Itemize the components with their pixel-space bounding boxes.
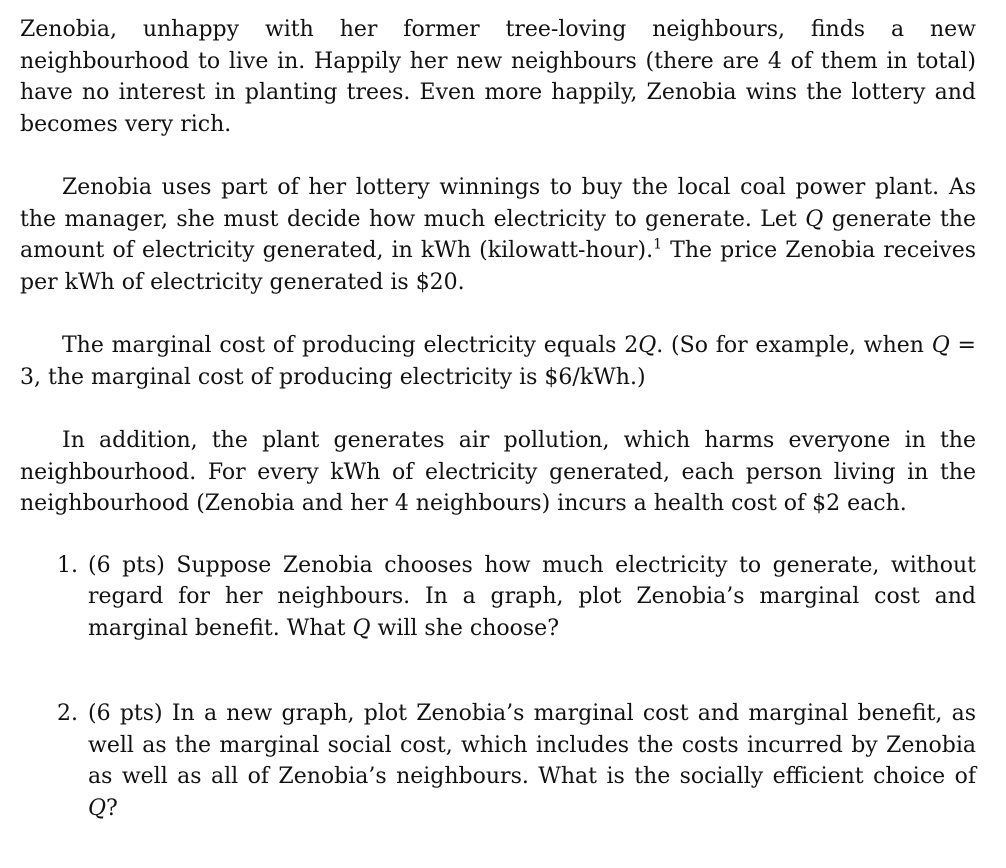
- question-number: 2.: [57, 701, 78, 726]
- marginal-cost-paragraph: [20, 330, 976, 393]
- variable-q: Q: [931, 333, 950, 358]
- variable-q: Q: [88, 795, 107, 821]
- power-plant-paragraph: [20, 172, 976, 298]
- footnote-marker: 1: [653, 236, 663, 253]
- intro-paragraph: Zenobia, unhappy with her former tree-loving neighbours, finds a new neighbourhood to live in. Happily her new neighbours (there are 4 of them in total) have no interest in planting trees. Even more happily, Zenobia wins the lottery and becomes very rich.: [20, 17, 976, 137]
- question-text: [88, 698, 976, 824]
- question-text: [88, 550, 976, 645]
- variable-q: Q: [805, 206, 824, 232]
- question-text-b: ?: [106, 795, 118, 821]
- variable-q: Q: [352, 615, 371, 641]
- question-list: [20, 550, 976, 825]
- power-plant-text-a: Zenobia uses part of her lottery winnings to buy the local coal power plant. As the manager, she must decide how much electricity to generate. Let: [20, 175, 976, 232]
- question-number: 1.: [57, 552, 78, 578]
- question-text-a: (6 pts) In a new graph, plot Zenobia’s marginal cost and marginal benefit, as well as the marginal social cost, which includes the costs incurred by Zenobia as well as all of Zenobia’s neighbours. What is the socially efficient choice of: [88, 701, 976, 789]
- question-item: [20, 698, 976, 824]
- pollution-paragraph: In addition, the plant generates air pollution, which harms everyone in the neighbourhood. For every kWh of electricity generated, each person living in the neighbourhood (Zenobia and her 4 neighbours) incurs a health cost of $2 each.: [20, 428, 976, 516]
- question-item: [20, 550, 976, 645]
- marginal-cost-text-c: = 3, the marginal cost of producing electricity is $6/kWh.): [20, 333, 976, 390]
- question-text-b: will she choose?: [370, 615, 559, 641]
- marginal-cost-text-a: The marginal cost of producing electricity equals 2: [62, 333, 639, 358]
- power-plant-text-c: The price Zenobia receives per kWh of electricity generated is $20.: [20, 238, 977, 295]
- marginal-cost-text-b: . (So for example, when: [656, 333, 932, 358]
- variable-q: Q: [638, 333, 657, 358]
- question-text-a: (6 pts) Suppose Zenobia chooses how much electricity to generate, without regard for her neighbours. In a graph, plot Zenobia’s marginal cost and marginal benefit. What: [88, 552, 976, 641]
- power-plant-text-b: generate the amount of electricity generated, in kWh (kilowatt-hour).: [20, 206, 976, 263]
